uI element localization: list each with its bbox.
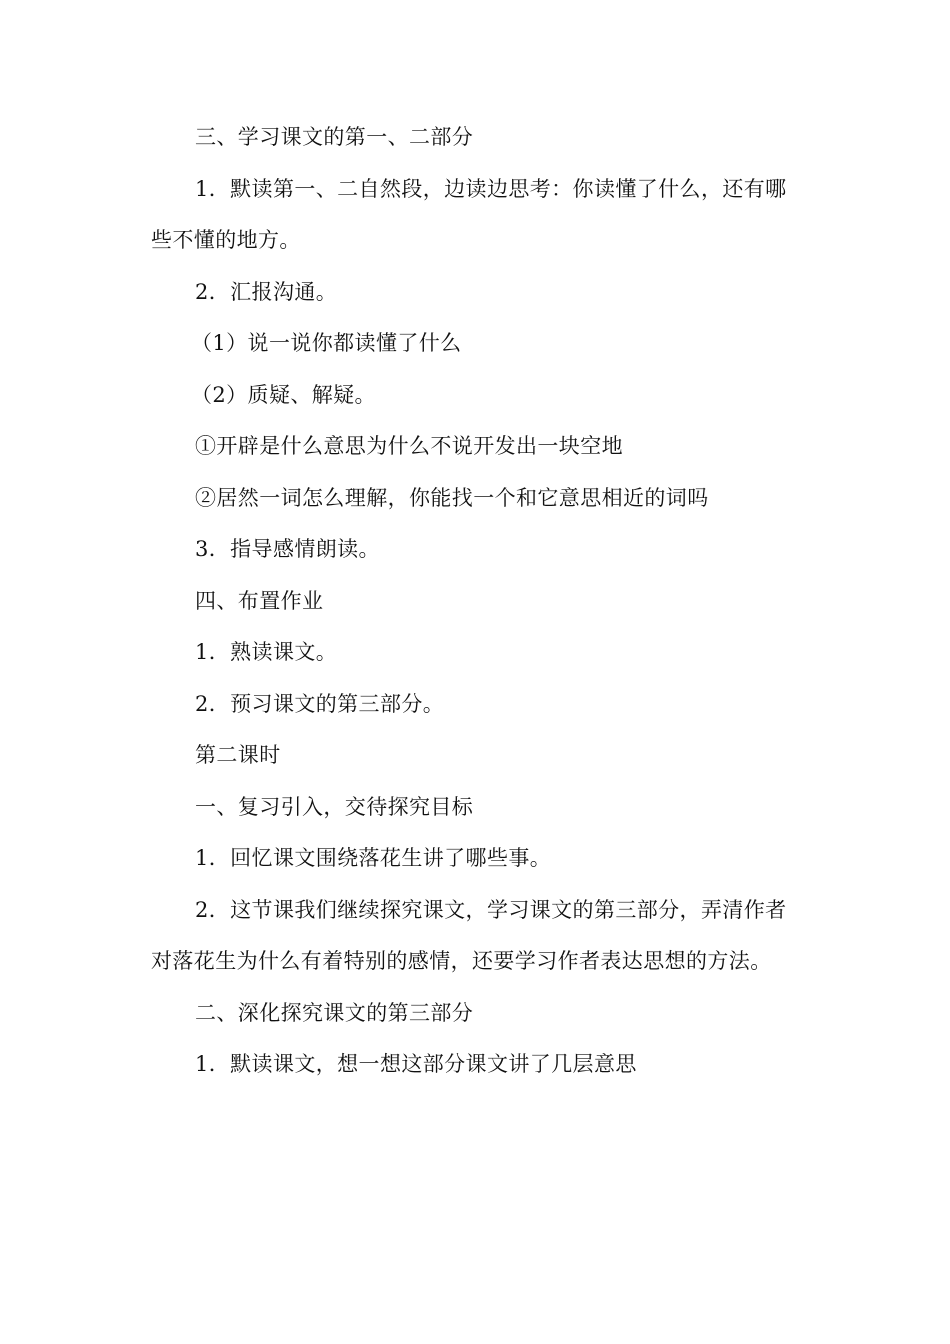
- list-item: 3．指导感情朗读。: [195, 537, 380, 561]
- list-item: 1．回忆课文围绕落花生讲了哪些事。: [195, 846, 552, 870]
- section-heading: 四、布置作业: [195, 588, 324, 613]
- sub-list-item: （2）质疑、解疑。: [191, 382, 376, 407]
- section-heading: 三、学习课文的第一、二部分: [195, 125, 474, 149]
- section-heading: 二、深化探究课文的第三部分: [195, 1000, 474, 1025]
- list-item: 2．汇报沟通。: [195, 279, 338, 304]
- lesson-heading: 第二课时: [195, 743, 281, 767]
- list-item: 2．预习课文的第三部分。: [195, 691, 445, 716]
- document-body: [151, 112, 791, 1091]
- question-item: ①开辟是什么意思为什么不说开发出一块空地: [195, 434, 623, 458]
- list-item: 2．这节课我们继续探究课文，学习课文的第三部分，弄清作者对落花生为什么有着特别的感情，还要学习作者表达思想的方法。: [151, 897, 787, 973]
- question-item: ②居然一词怎么理解，你能找一个和它意思相近的词吗: [195, 485, 709, 510]
- list-item: 1．熟读课文。: [195, 640, 338, 664]
- list-item: 1．默读第一、二自然段，边读边思考：你读懂了什么，还有哪些不懂的地方。: [151, 176, 787, 252]
- list-item: 1．默读课文，想一想这部分课文讲了几层意思: [195, 1052, 637, 1076]
- sub-list-item: （1）说一说你都读懂了什么: [191, 331, 462, 355]
- section-heading: 一、复习引入，交待探究目标: [195, 794, 474, 819]
